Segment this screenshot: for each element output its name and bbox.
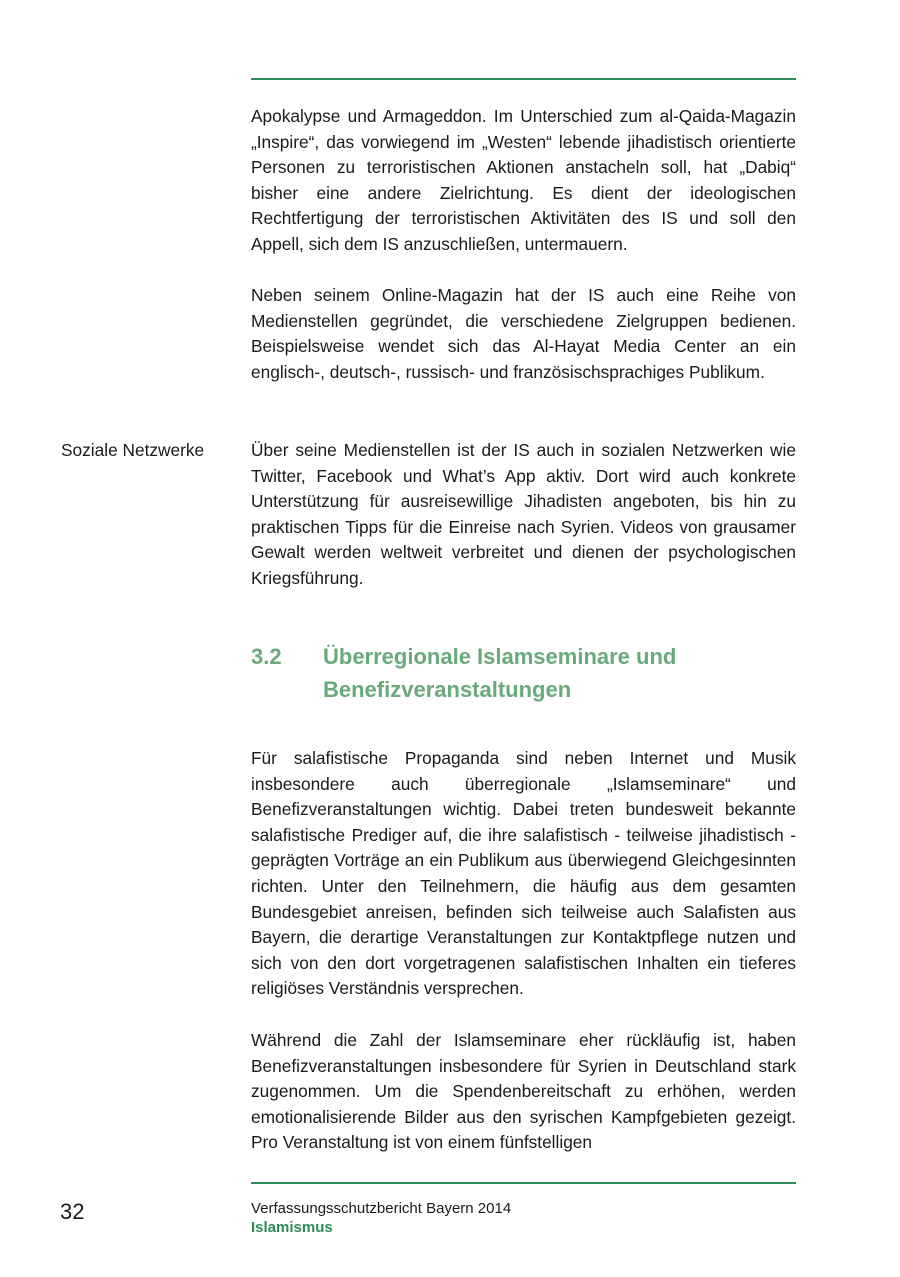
body-paragraph-3: Über seine Medienstellen ist der IS auch in sozialen Netzwerken wie Twitter, Facebook und What’s App aktiv. Dort wird auch konkrete Unterstützung für ausreisewillige Jihadisten angeboten, bis hin zu praktischen Tipps für die Einreise nach Syrien. Videos von grausamer Gewalt werden weltweit verbreitet und dienen der psychologischen Kriegsführung. — [251, 440, 796, 588]
section-title: Überregionale Islamseminare und Benefizveranstaltungen — [323, 644, 677, 702]
body-paragraph-1: Apokalypse und Armageddon. Im Unterschied zum al-Qaida-Magazin „Inspire“, das vorwiegend im „Westen“ lebende jihadistisch orientierte Personen zu terroristischen Aktionen anstacheln soll, hat „Dabiq“ bisher eine andere Zielrichtung. Es dient der ideologischen Rechtfertigung der terroristischen Aktivitäten des IS und soll den Appell, sich dem IS anzuschließen, untermauern. — [251, 106, 796, 254]
top-rule — [251, 78, 796, 80]
body-paragraph-2: Neben seinem Online-Magazin hat der IS auch eine Reihe von Medienstellen gegründet, die verschiedene Zielgruppen bedienen. Beispielsweise wendet sich das Al-Hayat Media Center an ein englisch-, deutsch-, russisch- und französischsprachiges Publikum. — [251, 285, 796, 382]
footer-chapter: Islamismus — [251, 1219, 333, 1236]
body-paragraph-4: Für salafistische Propaganda sind neben Internet und Musik insbesondere auch überregionale „Islamseminare“ und Benefizveranstaltungen wichtig. Dabei treten bundesweit bekannte salafistische Prediger auf, die ihre salafistisch - teilweise jihadistisch - geprägten Vorträge an ein Publikum aus überwiegend Gleichgesinnten richten. Unter den Teilnehmern, die häufig aus dem gesamten Bundesgebiet anreisen, befinden sich teilweise auch Salafisten aus Bayern, die derartige Veranstaltungen zur Kontaktpflege nutzen und sich von den dort vorgetragenen salafistischen Inhalten ein tieferes religiöses Verständnis versprechen. — [251, 748, 796, 999]
footer-publication: Verfassungsschutzbericht Bayern 2014 — [251, 1200, 512, 1217]
footer — [251, 1199, 511, 1237]
bottom-rule — [251, 1182, 796, 1184]
section-number: 3.2 — [251, 644, 282, 669]
margin-note: Soziale Netzwerke — [61, 440, 205, 460]
page-number: 32 — [60, 1199, 85, 1224]
body-paragraph-5: Während die Zahl der Islamseminare eher rückläufig ist, haben Benefizveranstaltungen insbesondere für Syrien in Deutschland stark zugenommen. Um die Spendenbereitschaft zu erhöhen, werden emotionalisierende Bilder aus den syrischen Kampfgebieten gezeigt. Pro Veranstaltung ist von einem fünfstelligen — [251, 1030, 796, 1153]
